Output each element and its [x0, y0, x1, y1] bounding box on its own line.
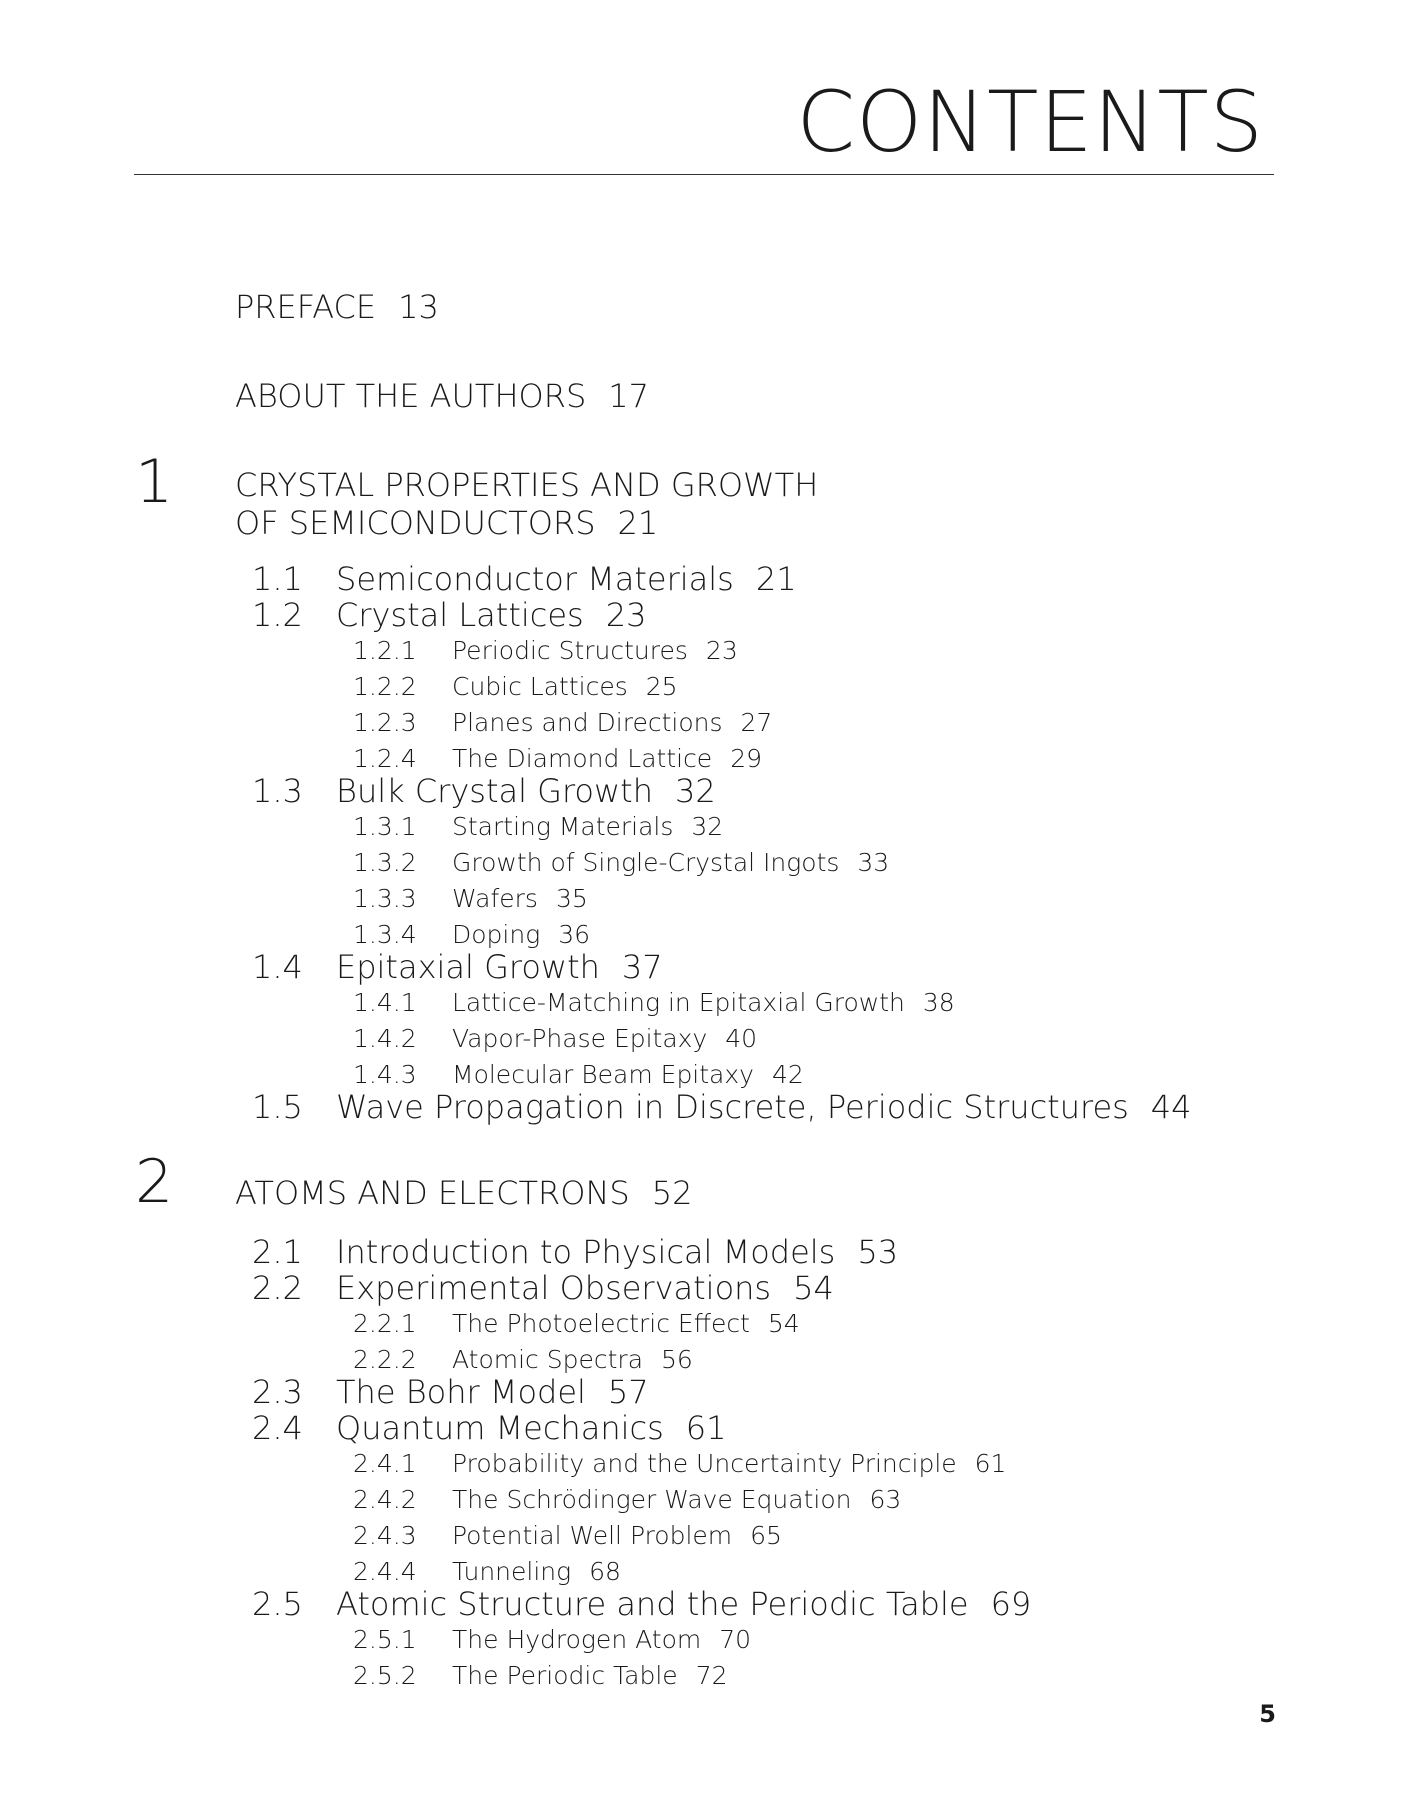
entry-page: 69: [990, 1585, 1032, 1623]
entry-title: The Photoelectric Effect: [452, 1309, 750, 1338]
entry-title-line: [336, 772, 716, 810]
entry-title: PREFACE: [235, 288, 377, 326]
entry-number: 2.4.3: [353, 1521, 417, 1550]
chapter-title-line: OF SEMICONDUCTORS: [235, 504, 596, 542]
toc-entry-about-authors: [235, 377, 649, 415]
entry-title: Lattice-Matching in Epitaxial Growth: [452, 988, 905, 1017]
entry-title: Bulk Crystal Growth: [336, 772, 653, 810]
entry-page: 23: [705, 636, 738, 665]
entry-page: 35: [555, 884, 588, 913]
entry-title: Starting Materials: [452, 812, 674, 841]
entry-number: 1.2.2: [353, 672, 417, 701]
entry-title: The Diamond Lattice: [452, 744, 713, 773]
entry-title-line: [452, 884, 588, 913]
entry-page: 54: [793, 1269, 834, 1307]
entry-title: Potential Well Problem: [452, 1521, 733, 1550]
entry-title-line: [452, 744, 762, 773]
entry-page: 33: [857, 848, 890, 877]
entry-number: 2.3: [252, 1373, 303, 1411]
entry-number: 1.3.1: [353, 812, 417, 841]
entry-page: 36: [558, 920, 591, 949]
entry-number: 2.5.2: [353, 1661, 417, 1690]
entry-title-line: [452, 988, 955, 1017]
entry-page: 70: [719, 1625, 752, 1654]
entry-title-line: [336, 1585, 1031, 1623]
entry-page: 38: [922, 988, 955, 1017]
entry-page: 32: [674, 772, 716, 810]
entry-page: 72: [695, 1661, 728, 1690]
chapter-title-line: ATOMS AND ELECTRONS: [235, 1174, 630, 1212]
entry-number: 2.4.4: [353, 1557, 417, 1586]
entry-title-line: [452, 920, 590, 949]
entry-page: 61: [685, 1409, 727, 1447]
entry-number: 1.2: [252, 596, 303, 634]
entry-number: 1.5: [252, 1088, 303, 1126]
entry-page: 29: [730, 744, 763, 773]
entry-title: Atomic Structure and the Periodic Table: [336, 1585, 969, 1623]
entry-page: 65: [750, 1521, 782, 1550]
entry-title-line: [452, 1557, 621, 1586]
chapter-title: [235, 466, 818, 542]
entry-title-line: [336, 1409, 726, 1447]
entry-number: 1.3: [252, 772, 303, 810]
entry-page: 68: [589, 1557, 621, 1586]
entry-title: Epitaxial Growth: [336, 948, 600, 986]
entry-title: Planes and Directions: [452, 708, 723, 737]
entry-title-line: [452, 1309, 800, 1338]
entry-number: 2.5.1: [353, 1625, 417, 1654]
entry-number: 2.4.1: [353, 1449, 417, 1478]
entry-title-line: [336, 560, 797, 598]
entry-number: 1.4.2: [353, 1024, 417, 1053]
entry-title-line: [452, 1625, 751, 1654]
entry-page: 37: [621, 948, 663, 986]
entry-page: 61: [974, 1449, 1007, 1478]
chapter-title: [235, 1174, 692, 1212]
entry-title-line: [336, 948, 663, 986]
entry-title: Vapor-Phase Epitaxy: [452, 1024, 708, 1053]
entry-title: Periodic Structures: [452, 636, 688, 665]
entry-title-line: [452, 672, 678, 701]
entry-page: 63: [869, 1485, 902, 1514]
toc-entry-preface: [235, 288, 439, 326]
entry-page: 32: [691, 812, 724, 841]
entry-number: 1.4.3: [353, 1060, 417, 1089]
entry-title: ABOUT THE AUTHORS: [235, 377, 587, 415]
entry-title: Probability and the Uncertainty Principle: [452, 1449, 957, 1478]
entry-number: 2.4: [252, 1409, 303, 1447]
entry-number: 1.4: [252, 948, 303, 986]
entry-page: 21: [755, 560, 797, 598]
entry-title: Growth of Single-Crystal Ingots: [452, 848, 840, 877]
entry-title: Experimental Observations: [336, 1269, 772, 1307]
entry-title-line: [452, 1485, 901, 1514]
entry-title-line: [452, 1345, 693, 1374]
entry-number: 1.3.4: [353, 920, 417, 949]
entry-title-line: [452, 848, 889, 877]
entry-page: 57: [607, 1373, 649, 1411]
entry-title-line: [452, 812, 723, 841]
entry-number: 1.4.1: [353, 988, 417, 1017]
entry-number: 1.3.3: [353, 884, 417, 913]
entry-title: Introduction to Physical Models: [336, 1233, 836, 1271]
entry-page: 40: [725, 1024, 758, 1053]
entry-number: 2.4.2: [353, 1485, 417, 1514]
entry-title: Crystal Lattices: [336, 596, 584, 634]
entry-title-line: [452, 1521, 782, 1550]
entry-title-line: [336, 1373, 649, 1411]
entry-number: 2.1: [252, 1233, 303, 1271]
chapter-number: 2: [135, 1147, 174, 1217]
entry-page: 42: [771, 1060, 804, 1089]
entry-title: Doping: [452, 920, 541, 949]
page-number: 5: [1259, 1700, 1276, 1728]
entry-page: 44: [1150, 1088, 1192, 1126]
entry-title: Wafers: [452, 884, 538, 913]
entry-title-line: [452, 1060, 804, 1089]
entry-title-line: [336, 596, 646, 634]
entry-number: 1.2.1: [353, 636, 417, 665]
entry-page: 56: [661, 1345, 693, 1374]
entry-title-line: [452, 1024, 757, 1053]
entry-title: Cubic Lattices: [452, 672, 628, 701]
entry-title: Quantum Mechanics: [336, 1409, 664, 1447]
chapter-title-line: CRYSTAL PROPERTIES AND GROWTH: [235, 466, 819, 504]
entry-number: 1.3.2: [353, 848, 417, 877]
chapter-page: 52: [651, 1174, 693, 1212]
entry-page: 54: [767, 1309, 800, 1338]
entry-page: 23: [605, 596, 647, 634]
entry-page: 27: [740, 708, 773, 737]
entry-title: The Schrödinger Wave Equation: [452, 1485, 852, 1514]
entry-page: 25: [645, 672, 678, 701]
entry-number: 1.2.4: [353, 744, 417, 773]
entry-number: 1.1: [252, 560, 303, 598]
entry-title-line: [336, 1088, 1192, 1126]
entry-page: 53: [857, 1233, 899, 1271]
entry-title-line: [452, 708, 772, 737]
entry-page: 17: [608, 377, 649, 415]
chapter-page: 21: [617, 504, 659, 542]
entry-page: 13: [398, 288, 439, 326]
page-title: CONTENTS: [796, 73, 1264, 171]
entry-title-line: [452, 636, 738, 665]
entry-title-line: [452, 1661, 728, 1690]
entry-title: Atomic Spectra: [452, 1345, 644, 1374]
entry-title: The Bohr Model: [336, 1373, 586, 1411]
entry-number: 2.2.2: [353, 1345, 417, 1374]
entry-title: Tunneling: [452, 1557, 572, 1586]
entry-title-line: [336, 1233, 898, 1271]
entry-title: Molecular Beam Epitaxy: [452, 1060, 754, 1089]
chapter-number: 1: [135, 447, 174, 517]
entry-title-line: [452, 1449, 1006, 1478]
entry-number: 2.2.1: [353, 1309, 417, 1338]
entry-title: Wave Propagation in Discrete, Periodic Structures: [336, 1088, 1129, 1126]
entry-title: The Periodic Table: [452, 1661, 678, 1690]
entry-title-line: [336, 1269, 834, 1307]
entry-number: 1.2.3: [353, 708, 417, 737]
entry-number: 2.5: [252, 1585, 303, 1623]
entry-number: 2.2: [252, 1269, 303, 1307]
entry-title: Semiconductor Materials: [336, 560, 734, 598]
entry-title: The Hydrogen Atom: [452, 1625, 702, 1654]
